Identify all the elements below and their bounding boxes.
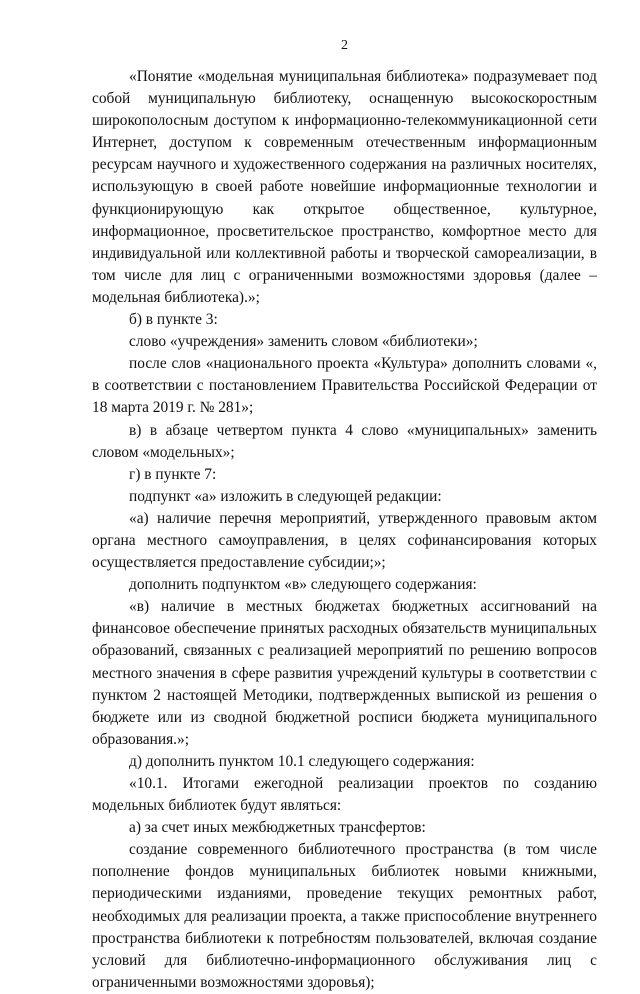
paragraph-subitem-v-intro: дополнить подпунктом «в» следующего содержания: (129, 576, 477, 594)
paragraph-item-b: б) в пункте 3: (129, 311, 218, 329)
paragraph-add-words: после слов «национального проекта «Культура» дополнить словами «, в соответствии с постановлением Правительства Российской Федерации от 18 марта 2019 г. № 281»; (92, 355, 597, 417)
document-body (92, 66, 597, 994)
paragraph-replace-word: слово «учреждения» заменить словом «библиотеки»; (129, 333, 478, 351)
paragraph-item-g: г) в пункте 7: (129, 465, 217, 483)
paragraph-item-v: в) в абзаце четвертом пункта 4 слово «муниципальных» заменить словом «модельных»; (92, 421, 597, 461)
paragraph-item-d: д) дополнить пунктом 10.1 следующего содержания: (129, 752, 475, 770)
paragraph-subitem-a-intro: подпункт «а» изложить в следующей редакции: (129, 487, 442, 505)
paragraph-10-1: «10.1. Итогами ежегодной реализации проектов по созданию модельных библиотек будут являться: (92, 775, 597, 815)
paragraph-10-1-a: а) за счет иных межбюджетных трансфертов: (129, 819, 426, 837)
paragraph-subitem-v-text: «в) наличие в местных бюджетах бюджетных ассигнований на финансовое обеспечение принятых расходных обязательств муниципальных образований, связанных с реализацией мероприятий по решению вопросов местного значения в сфере развития учреждений культуры в соответствии с пунктом 2 настоящей Методики, подтвержденных выпиской из решения о бюджете или из сводной бюджетной росписи бюджета муниципального образования.»; (92, 598, 597, 748)
page-number: 2 (341, 38, 348, 53)
document-page (92, 38, 597, 994)
paragraph-subitem-a-text: «а) наличие перечня мероприятий, утвержденного правовым актом органа местного самоуправления, в целях софинансирования которых осуществляется предоставление субсидии;»; (92, 509, 597, 572)
paragraph-model-library-definition: «Понятие «модельная муниципальная библиотека» подразумевает под собой муниципальную библиотеку, оснащенную высокоскоростным широкополосным доступом к информационно-телекоммуникационной сети Интернет, доступом к современным отечественным информационным ресурсам научного и художественного содержания на различных носителях, использующую в своей работе новейшие информационные технологии и функционирующую как открытое общественное, культурное, информационное, просветительское пространство, комфортное место для индивидуальной или коллективной работы и творческой самореализации, в том числе для лиц с ограниченными возможностями здоровья (далее – модельная библиотека).»; (92, 68, 597, 306)
paragraph-library-space: создание современного библиотечного пространства (в том числе пополнение фондов муниципальных библиотек новыми книжными, периодическими изданиями, проведение текущих ремонтных работ, необходимых для реализации проекта, а также приспособление внутреннего пространства библиотеки к потребностям пользователей, включая создание условий для библиотечно-информационного обслуживания лиц с ограниченными возможностями здоровья); (92, 841, 597, 991)
